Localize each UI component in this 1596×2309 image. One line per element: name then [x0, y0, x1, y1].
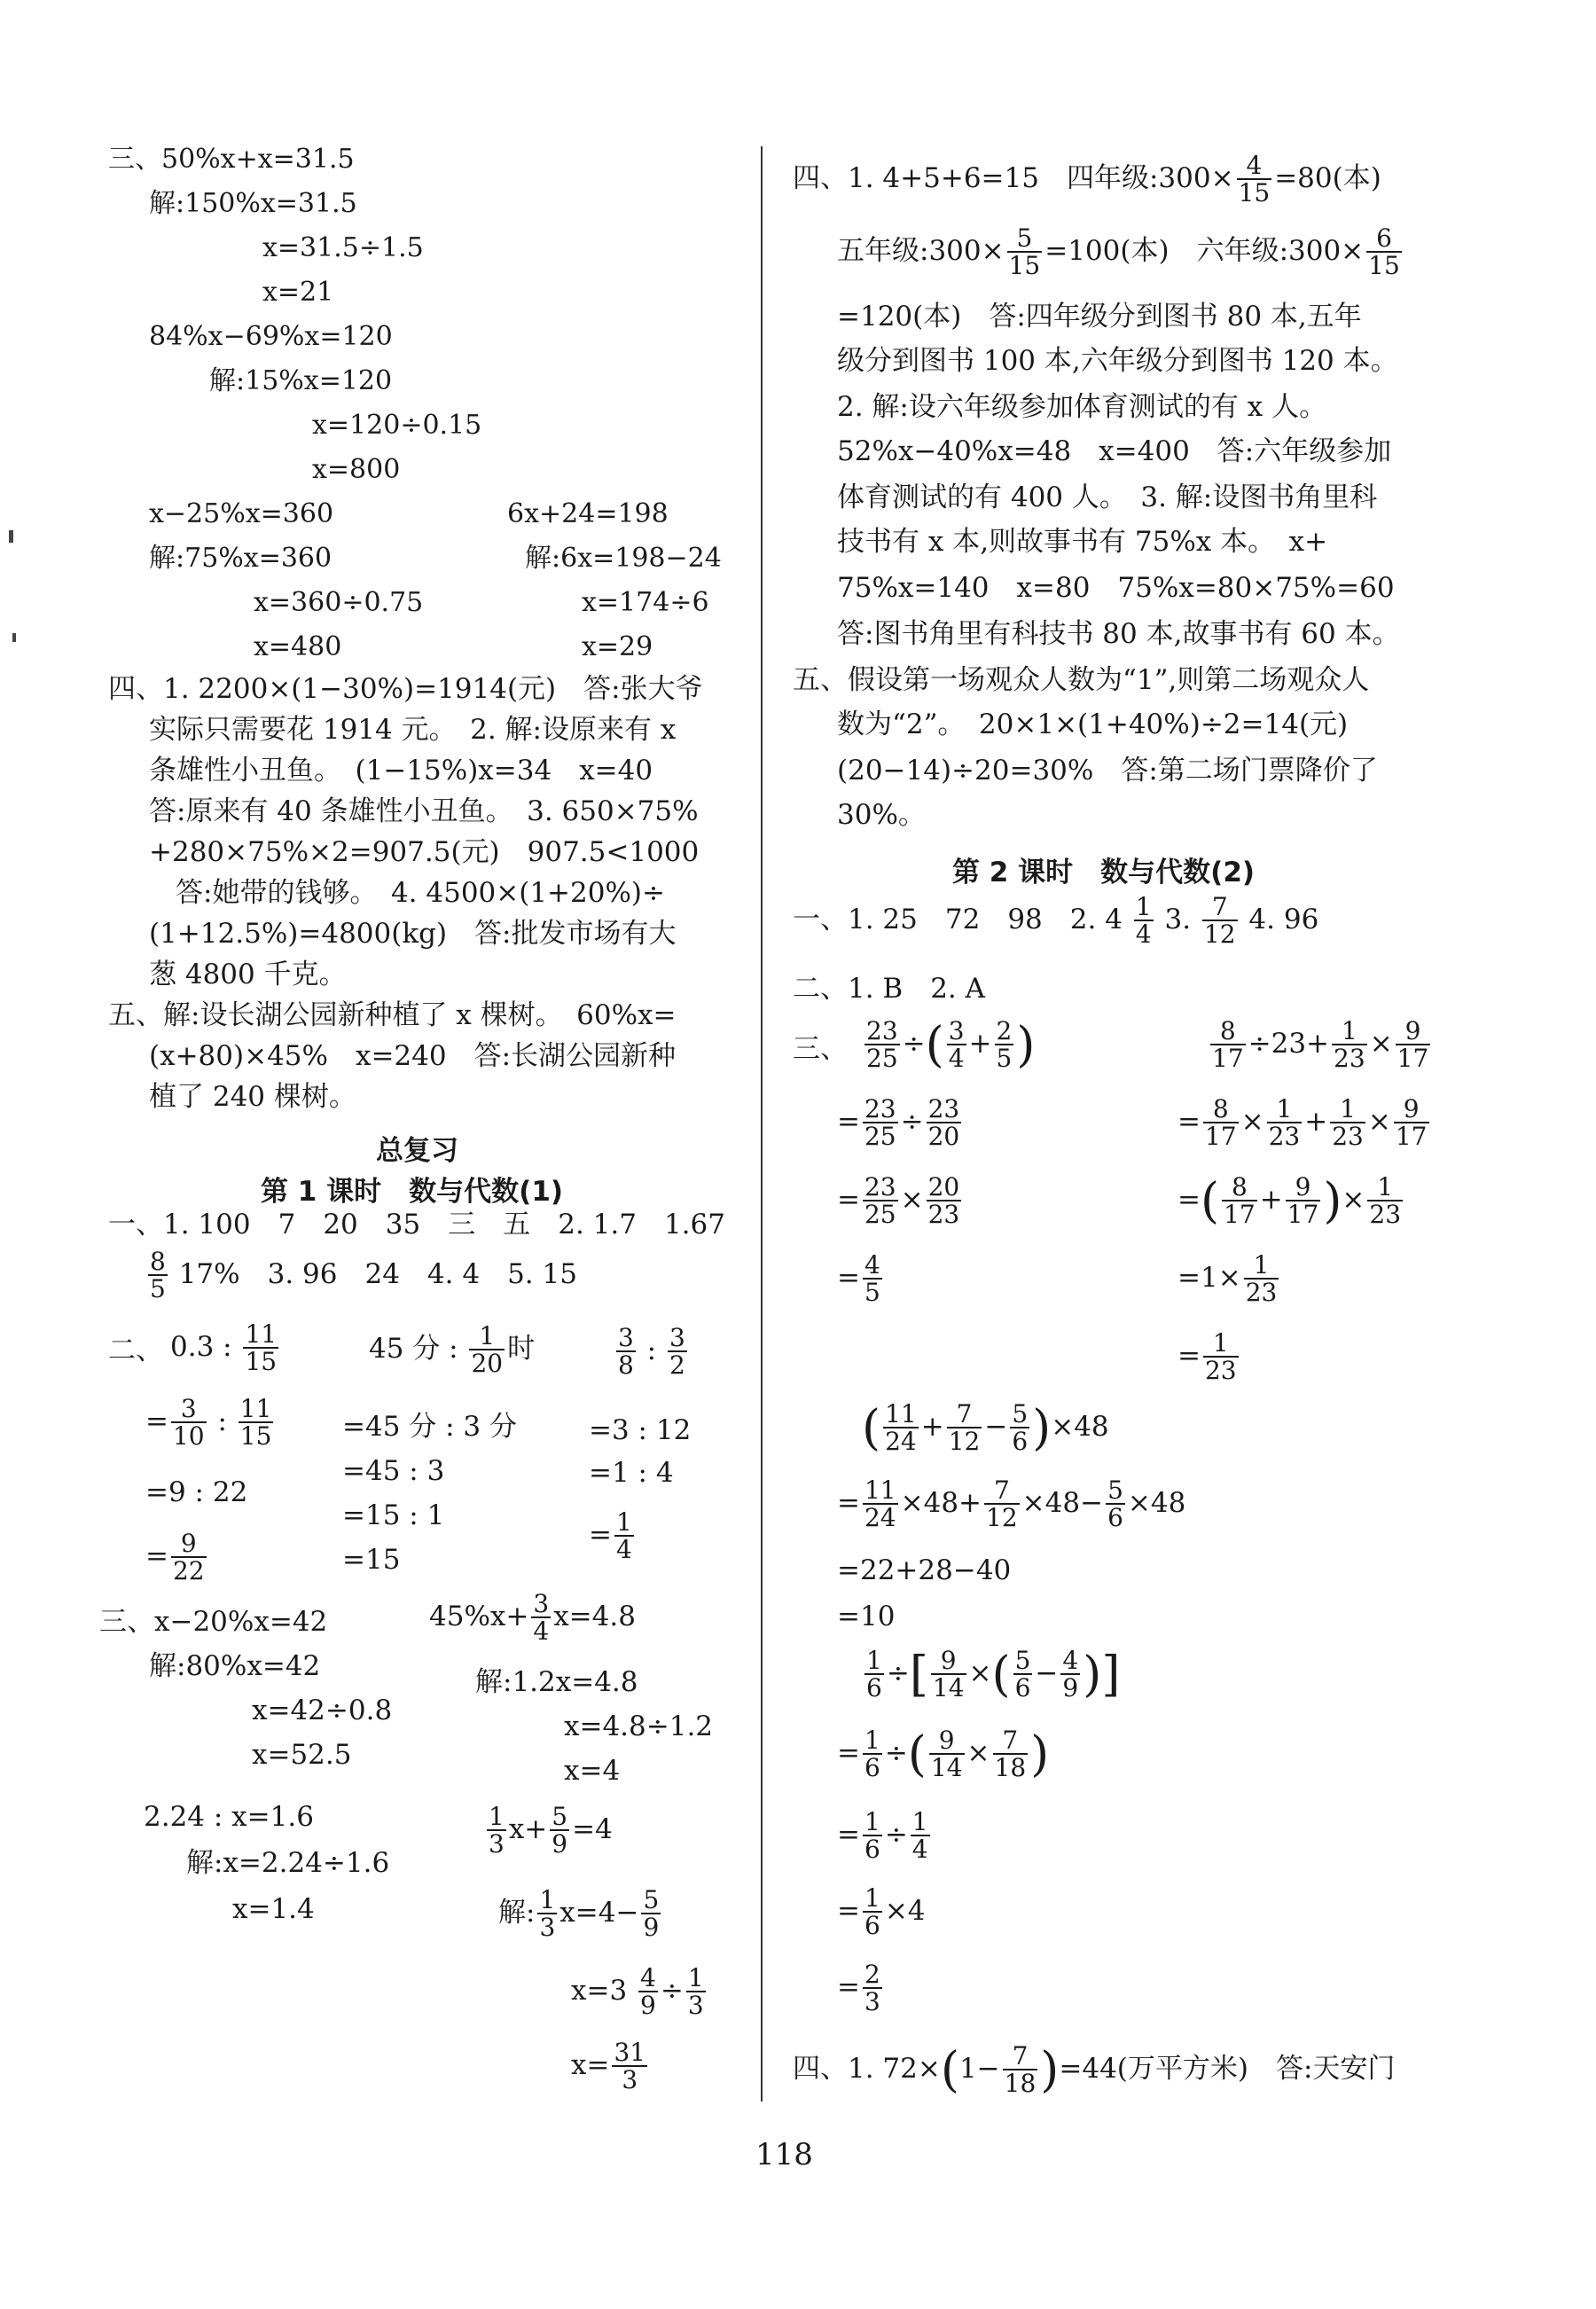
right-line: 技书有 x 本,则故事书有 75%x 本。 x+: [837, 526, 1328, 558]
left-line: x=4: [564, 1755, 621, 1787]
left-line: 6x+24=198: [507, 498, 669, 529]
fraction: $\frac{5}{9}$: [643, 1885, 660, 1943]
fraction: $\frac{11}{24}$: [864, 1475, 896, 1533]
fraction: $\frac{1}{4}$: [911, 1807, 928, 1865]
left-line: 四、1. 2200×(1−30%)=1914(元) 答:张大爷: [108, 673, 703, 705]
margin-mark: [12, 633, 16, 642]
fraction: $\frac{8}{17}$: [1224, 1172, 1256, 1230]
fraction: $\frac{3}{4}$: [948, 1016, 965, 1074]
page-number: 118: [755, 2137, 813, 2172]
right-line: 四、1. 4+5+6=15 四年级:300× $\frac{4}{15}$ =80(本): [793, 151, 1381, 208]
fraction: $\frac{9}{17}$: [1287, 1172, 1319, 1230]
left-line: 三、50%x+x=31.5: [108, 144, 355, 175]
right-line: 2. 解:设六年级参加体育测试的有 x 人。: [837, 391, 1327, 423]
right-line: $\frac{8}{17}$ ÷23+ $\frac{1}{23}$ × $\frac{9}{17}$: [1212, 1016, 1429, 1074]
right-line: 五、假设第一场观众人数为“1”,则第二场观众人: [793, 664, 1370, 696]
fraction: $\frac{11}{15}$: [245, 1319, 278, 1377]
right-line: $\frac{23}{25}$ ÷( $\frac{3}{4}$ + $\frac{2}{5}$ ): [866, 1016, 1036, 1074]
left-line: x=174÷6: [582, 587, 709, 618]
left-line: x=52.5: [252, 1739, 352, 1771]
fraction: $\frac{3}{2}$: [669, 1323, 685, 1381]
fraction: $\frac{5}{6}$: [1012, 1399, 1029, 1457]
left-line: x=360÷0.75: [254, 587, 424, 618]
left-line: 解:150%x=31.5: [149, 188, 357, 219]
fraction: $\frac{8}{5}$: [150, 1247, 166, 1304]
left-line: 答:原来有 40 条雄性小丑鱼。 3. 650×75%: [149, 795, 699, 827]
right-line: =( $\frac{8}{17}$ + $\frac{9}{17}$ )× $\frac{1}{23}$: [1177, 1172, 1402, 1230]
fraction: $\frac{1}{4}$: [1135, 892, 1152, 950]
left-line: =45 : 3: [342, 1455, 445, 1487]
left-line: $\frac{3}{8}$ : $\frac{3}{2}$: [618, 1323, 685, 1381]
left-line: (1+12.5%)=4800(kg) 答:批发市场有大: [149, 918, 677, 950]
fraction: $\frac{9}{17}$: [1396, 1016, 1429, 1074]
fraction: $\frac{5}{9}$: [552, 1802, 568, 1859]
left-line: 葱 4800 千克。: [149, 959, 347, 990]
fraction: $\frac{11}{15}$: [239, 1394, 272, 1452]
fraction: $\frac{5}{15}$: [1008, 223, 1041, 281]
fraction: $\frac{4}{9}$: [1062, 1646, 1079, 1703]
right-line: ( $\frac{11}{24}$ + $\frac{7}{12}$ − $\frac{5}{6}$ )×48: [862, 1399, 1109, 1457]
right-line: = $\frac{1}{6}$ ÷ $\frac{1}{4}$: [837, 1807, 928, 1865]
section-heading: 第 2 课时 数与代数(2): [952, 857, 1256, 888]
fraction: $\frac{7}{18}$: [994, 1726, 1027, 1783]
left-line: x=4.8÷1.2: [564, 1710, 714, 1742]
left-line: =15: [342, 1544, 401, 1576]
right-line: 30%。: [837, 799, 926, 831]
fraction: $\frac{23}{25}$: [866, 1016, 898, 1074]
right-line: = $\frac{2}{3}$: [837, 1960, 880, 2017]
left-line: 解:1.2x=4.8: [475, 1666, 638, 1698]
right-line: 答:图书角里有科技书 80 本,故事书有 60 本。: [837, 618, 1400, 650]
right-line: =10: [837, 1601, 896, 1632]
fraction: $\frac{1}{23}$: [1369, 1172, 1402, 1230]
fraction: $\frac{4}{5}$: [864, 1250, 880, 1308]
right-line: (20−14)÷20=30% 答:第二场门票降价了: [837, 755, 1378, 787]
fraction: $\frac{1}{3}$: [489, 1802, 505, 1859]
fraction: $\frac{11}{24}$: [885, 1399, 917, 1457]
fraction: $\frac{7}{12}$: [1203, 892, 1236, 950]
left-line: =1 : 4: [589, 1457, 674, 1489]
fraction: $\frac{8}{17}$: [1204, 1094, 1237, 1152]
left-line: 二、: [108, 1335, 163, 1366]
fraction: $\frac{1}{20}$: [471, 1321, 504, 1379]
fraction: $\frac{4}{9}$: [640, 1963, 656, 2021]
left-line: x=42÷0.8: [252, 1695, 393, 1726]
left-line: =3 : 12: [589, 1414, 692, 1446]
left-line: x= $\frac{31}{3}$: [571, 2038, 646, 2095]
left-line: 解:x=2.24÷1.6: [186, 1847, 390, 1879]
fraction: $\frac{23}{20}$: [927, 1094, 960, 1152]
fraction: $\frac{7}{18}$: [1004, 2041, 1037, 2099]
left-line: 84%x−69%x=120: [149, 321, 393, 352]
fraction: $\frac{2}{5}$: [996, 1016, 1013, 1074]
right-line: $\frac{1}{6}$ ÷[ $\frac{9}{14}$ ×( $\frac{5}{6}$ − $\frac{4}{9}$ )]: [866, 1646, 1121, 1703]
fraction: $\frac{9}{17}$: [1395, 1094, 1428, 1152]
fraction: $\frac{5}{6}$: [1107, 1475, 1123, 1533]
fraction: $\frac{1}{23}$: [1334, 1016, 1365, 1074]
left-line: $\frac{8}{5}$ 17% 3. 96 24 4. 4 5. 15: [150, 1247, 577, 1304]
right-line: 级分到图书 100 本,六年级分到图书 120 本。: [837, 345, 1398, 377]
left-line: x=800: [312, 454, 401, 485]
fraction: $\frac{23}{25}$: [864, 1172, 896, 1230]
fraction: $\frac{1}{3}$: [539, 1885, 556, 1943]
right-line: = $\frac{1}{6}$ ÷( $\frac{9}{14}$ × $\frac{7}{18}$ ): [837, 1726, 1050, 1783]
margin-mark: [9, 530, 13, 543]
fraction: $\frac{3}{10}$: [172, 1394, 205, 1452]
right-line: = $\frac{11}{24}$ ×48+ $\frac{7}{12}$ ×48− $\frac{5}{6}$ ×48: [837, 1475, 1186, 1533]
fraction: $\frac{1}{23}$: [1332, 1094, 1364, 1152]
right-line: 三、: [793, 1033, 848, 1065]
left-line: 解:80%x=42: [149, 1650, 321, 1682]
left-line: 解:15%x=120: [209, 365, 393, 396]
left-line: x=1.4: [232, 1893, 315, 1925]
right-line: = $\frac{23}{25}$ × $\frac{20}{23}$: [837, 1172, 960, 1230]
fraction: $\frac{1}{23}$: [1268, 1094, 1301, 1152]
right-line: 五年级:300× $\frac{5}{15}$ =100(本) 六年级:300× $\frac{6}{15}$: [837, 223, 1400, 281]
right-line: 二、1. B 2. A: [793, 973, 986, 1005]
fraction: $\frac{2}{3}$: [864, 1960, 880, 2017]
right-line: 一、1. 25 72 98 2. 4 $\frac{1}{4}$ 3. $\frac{7}{12}$ 4. 96: [793, 892, 1319, 950]
right-line: 体育测试的有 400 人。 3. 解:设图书角里科: [837, 481, 1378, 513]
fraction: $\frac{1}{3}$: [687, 1963, 704, 2021]
left-line: x=480: [254, 631, 342, 662]
fraction: $\frac{7}{12}$: [948, 1399, 981, 1457]
fraction: $\frac{9}{22}$: [172, 1529, 205, 1586]
left-line: 2.24 : x=1.6: [144, 1801, 314, 1833]
right-line: = $\frac{23}{25}$ ÷ $\frac{23}{20}$: [837, 1094, 960, 1152]
left-line: = $\frac{3}{10}$ : $\frac{11}{15}$: [145, 1394, 272, 1452]
left-line: =15 : 1: [342, 1499, 445, 1531]
left-line: 45%x+ $\frac{3}{4}$ x=4.8: [429, 1589, 636, 1647]
right-line: =120(本) 答:四年级分到图书 80 本,五年: [837, 301, 1362, 333]
fraction: $\frac{23}{25}$: [864, 1094, 896, 1152]
left-line: 实际只需要花 1914 元。 2. 解:设原来有 x: [149, 714, 677, 746]
left-line: 0.3 : $\frac{11}{15}$: [170, 1319, 278, 1377]
fraction: $\frac{1}{6}$: [866, 1646, 882, 1703]
right-line: =1× $\frac{1}{23}$: [1177, 1250, 1278, 1308]
left-line: = $\frac{9}{22}$: [145, 1529, 205, 1586]
left-line: 45 分 : $\frac{1}{20}$ 时: [369, 1321, 536, 1379]
left-line: +280×75%×2=907.5(元) 907.5<1000: [149, 836, 700, 868]
fraction: $\frac{1}{6}$: [864, 1883, 880, 1941]
left-line: =45 分 : 3 分: [342, 1411, 518, 1443]
left-line: x=29: [582, 631, 653, 662]
fraction: $\frac{20}{23}$: [927, 1172, 960, 1230]
right-line: 四、1. 72×(1− $\frac{7}{18}$ )=44(万平方米) 答:天安门: [793, 2041, 1396, 2099]
fraction: $\frac{3}{8}$: [618, 1323, 634, 1381]
fraction: $\frac{1}{4}$: [615, 1507, 632, 1565]
left-line: 五、解:设长湖公园新种植了 x 棵树。 60%x=: [108, 999, 677, 1031]
left-line: x=31.5÷1.5: [262, 232, 424, 263]
left-line: = $\frac{1}{4}$: [589, 1507, 632, 1565]
left-line: =9 : 22: [145, 1476, 248, 1508]
right-line: 数为“2”。 20×1×(1+40%)÷2=14(元): [837, 708, 1349, 740]
fraction: $\frac{6}{15}$: [1368, 223, 1400, 281]
fraction: $\frac{1}{23}$: [1204, 1328, 1237, 1386]
right-line: = $\frac{1}{23}$: [1177, 1328, 1237, 1386]
left-line: 解: $\frac{1}{3}$ x=4− $\frac{5}{9}$: [498, 1885, 660, 1943]
fraction: $\frac{9}{14}$: [932, 1646, 965, 1703]
left-line: 条雄性小丑鱼。 (1−15%)x=34 x=40: [149, 755, 653, 787]
fraction: $\frac{1}{6}$: [864, 1726, 880, 1783]
fraction: $\frac{8}{17}$: [1212, 1016, 1244, 1074]
right-line: = $\frac{1}{6}$ ×4: [837, 1883, 926, 1941]
left-line: x=3 $\frac{4}{9}$ ÷ $\frac{1}{3}$: [571, 1963, 704, 2021]
left-line: 解:6x=198−24: [525, 543, 722, 574]
right-line: = $\frac{4}{5}$: [837, 1250, 880, 1308]
right-line: 75%x=140 x=80 75%x=80×75%=60: [837, 572, 1395, 604]
left-line: 一、1. 100 7 20 35 三 五 2. 1.7 1.67: [108, 1209, 725, 1241]
left-line: (x+80)×45% x=240 答:长湖公园新种: [149, 1040, 677, 1072]
section-heading: 总复习: [376, 1135, 458, 1167]
left-line: $\frac{1}{3}$ x+ $\frac{5}{9}$ =4: [489, 1802, 613, 1859]
fraction: $\frac{4}{15}$: [1238, 151, 1271, 208]
fraction: $\frac{5}{6}$: [1014, 1646, 1031, 1703]
right-line: = $\frac{8}{17}$ × $\frac{1}{23}$ + $\frac{1}{23}$ × $\frac{9}{17}$: [1177, 1094, 1428, 1152]
column-divider: [761, 146, 763, 2102]
left-line: x=21: [262, 277, 334, 308]
fraction: $\frac{9}{14}$: [930, 1726, 963, 1783]
section-heading: 第 1 课时 数与代数(1): [261, 1176, 564, 1208]
left-line: 答:她带的钱够。 4. 4500×(1+20%)÷: [176, 877, 666, 909]
left-line: x=120÷0.15: [312, 410, 482, 441]
right-line: 52%x−40%x=48 x=400 答:六年级参加: [837, 435, 1392, 467]
fraction: $\frac{7}{12}$: [986, 1475, 1018, 1533]
fraction: $\frac{1}{6}$: [864, 1807, 880, 1865]
fraction: $\frac{31}{3}$: [614, 2038, 646, 2095]
left-line: 三、x−20%x=42: [99, 1606, 328, 1638]
fraction: $\frac{1}{23}$: [1245, 1250, 1278, 1308]
fraction: $\frac{3}{4}$: [533, 1589, 550, 1647]
left-line: 植了 240 棵树。: [149, 1081, 356, 1113]
left-line: x−25%x=360: [149, 498, 334, 529]
left-line: 解:75%x=360: [149, 543, 332, 574]
right-line: =22+28−40: [837, 1554, 1012, 1586]
